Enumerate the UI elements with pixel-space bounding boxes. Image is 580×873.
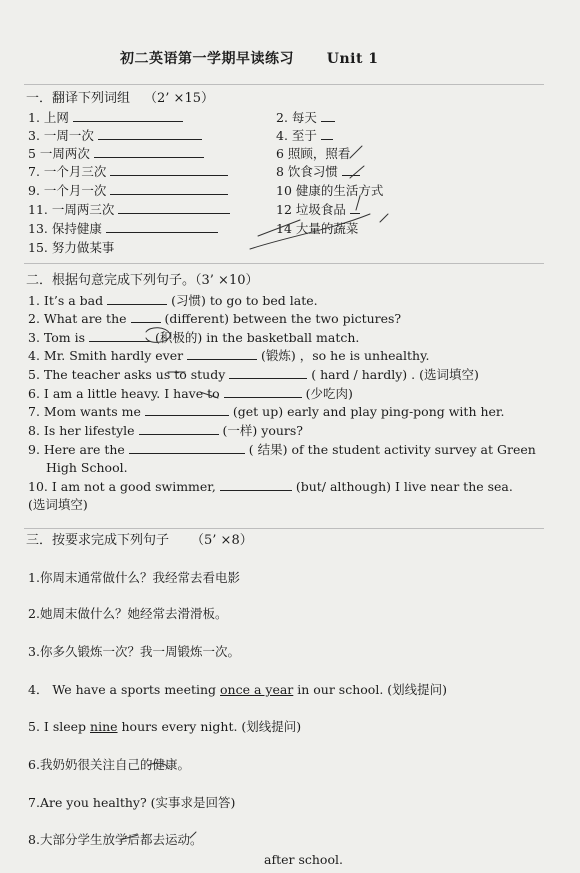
sentence-text: Mr. Smith hardly ever — [43, 348, 184, 363]
sentence-text: Mom wants me — [43, 404, 141, 419]
question-text: I sleep — [39, 719, 91, 734]
question-item — [28, 795, 235, 810]
phrase-item — [276, 202, 360, 217]
phrase-item — [28, 240, 114, 255]
question-text: Are you healthy? (实事求是回答) — [39, 795, 236, 810]
phrase-text: 健康的生活方式 — [291, 183, 384, 198]
answer-blank[interactable] — [89, 330, 151, 342]
phrase-text: 一周一次 — [39, 128, 94, 143]
section3-score: （5’ ×8） — [191, 533, 253, 548]
question-item — [28, 682, 447, 697]
sentence-item — [28, 311, 401, 326]
phrase-item — [28, 183, 228, 198]
sentence-item — [28, 367, 479, 382]
page-title — [120, 52, 379, 67]
phrase-text: 一个月一次 — [39, 183, 107, 198]
section3-heading — [26, 533, 253, 548]
sentence-text: . (选词填空) — [407, 367, 479, 382]
phrase-item — [28, 128, 202, 143]
phrase-text: 一周两三次 — [47, 202, 115, 217]
answer-blank[interactable] — [139, 423, 219, 435]
item-number: 6. — [28, 386, 44, 401]
item-number: 5 — [28, 146, 36, 161]
question-text: in our school. (划线提问) — [293, 682, 448, 697]
item-number: 8. — [28, 423, 44, 438]
underlined-phrase: once a year — [220, 682, 294, 697]
question-item — [28, 757, 190, 772]
sentence-item — [28, 293, 318, 308]
answer-blank[interactable] — [342, 164, 360, 176]
answer-blank[interactable] — [107, 293, 167, 305]
phrase-text: 垃圾食品 — [291, 202, 346, 217]
sentence-item — [28, 330, 359, 345]
sentence-text: The teacher asks us to study — [43, 367, 226, 382]
phrase-item — [28, 110, 183, 125]
sentence-text: Tom is — [43, 330, 86, 345]
item-number: 7. — [28, 795, 40, 810]
answer-blank[interactable] — [94, 146, 204, 158]
sentence-item — [28, 386, 353, 401]
phrase-item — [276, 128, 333, 143]
phrase-text: 保持健康 — [47, 221, 102, 236]
sentence-text: yours? — [257, 423, 303, 438]
sentence-item — [28, 404, 505, 419]
sentence-text: It’s a bad — [43, 293, 104, 308]
sentence-item — [28, 479, 513, 494]
sentence-text: of the student activity survey at Green — [287, 442, 536, 457]
question-text: We have a sports meeting — [48, 682, 221, 697]
answer-blank[interactable] — [131, 311, 161, 323]
answer-blank[interactable] — [110, 183, 228, 195]
question-text: 她周末做什么？她经常去滑滑板。 — [39, 606, 228, 621]
question-item — [28, 719, 301, 734]
phrase-text: 一周两次 — [35, 146, 90, 161]
item-number: 3. — [28, 644, 40, 659]
section1-heading-text: 一．翻译下列词组 — [26, 91, 131, 106]
word-hint: (一样) — [222, 423, 258, 438]
phrase-item — [276, 146, 350, 161]
sentence-text: I am a little heavy. I have to — [43, 386, 220, 401]
phrase-item — [28, 221, 218, 236]
item-number: 4. — [28, 348, 44, 363]
answer-blank[interactable] — [187, 348, 257, 360]
section2-heading-text: 二．根据句意完成下列句子。 — [26, 273, 196, 288]
item-number: 8. — [28, 832, 40, 847]
question-item — [28, 606, 227, 621]
answer-blank[interactable] — [118, 202, 230, 214]
item-number: 9. — [28, 183, 40, 198]
item-number: 13. — [28, 221, 48, 236]
item-number: 2. — [28, 606, 40, 621]
phrase-text: 每天 — [287, 110, 317, 125]
worksheet-title: 初二英语第一学期早读练习 — [120, 51, 294, 67]
phrase-text: 努力做某事 — [47, 240, 115, 255]
answer-blank[interactable] — [106, 221, 218, 233]
item-number: 1. — [28, 110, 40, 125]
question-text: 你周末通常做什么？我经常去看电影 — [39, 570, 240, 585]
sentence-text: Here are the — [43, 442, 125, 457]
section1-score: （2’ ×15） — [144, 91, 214, 106]
question-text: 你多久锻炼一次？我一周锻炼一次。 — [39, 644, 240, 659]
answer-blank[interactable] — [145, 404, 229, 416]
phrase-text: 至于 — [287, 128, 317, 143]
phrase-text: 一个月三次 — [39, 164, 107, 179]
sentence-text: (选词填空) — [28, 497, 88, 512]
phrase-item — [28, 146, 204, 161]
section1-heading — [26, 91, 214, 106]
sentence-text: What are the — [43, 311, 127, 326]
item-number: 10. — [28, 479, 52, 494]
question-text: 我奶奶很关注自己的健康。 — [39, 757, 190, 772]
phrase-item — [276, 183, 383, 198]
item-number: 5. — [28, 719, 40, 734]
sentence-text: in the basketball match. — [202, 330, 360, 345]
sentence-text: ，so he is unhealthy. — [295, 348, 430, 363]
word-hint: (少吃肉) — [305, 386, 353, 401]
item-number: 1. — [28, 570, 40, 585]
word-hint: (习惯) — [171, 293, 206, 308]
answer-blank[interactable] — [350, 202, 360, 214]
sentence-item — [28, 348, 429, 363]
answer-blank[interactable] — [321, 128, 333, 140]
unit-label: Unit 1 — [326, 51, 379, 67]
answer-blank[interactable] — [110, 164, 228, 176]
item-number: 7. — [28, 164, 40, 179]
item-number: 1. — [28, 293, 44, 308]
item-number: 3. — [28, 330, 44, 345]
answer-blank[interactable] — [73, 110, 183, 122]
item-number: 2. — [28, 311, 44, 326]
section2-score: （3’ ×10） — [195, 273, 259, 288]
phrase-item — [28, 164, 228, 179]
sentence-text: I am not a good swimmer, — [51, 479, 216, 494]
answer-blank[interactable] — [224, 386, 302, 398]
phrase-item — [28, 202, 230, 217]
divider — [24, 84, 544, 85]
sentence-text: I live near the sea. — [391, 479, 513, 494]
answer-blank[interactable] — [321, 110, 335, 122]
question-item — [28, 832, 202, 847]
sentence-item — [28, 423, 303, 438]
sentence-text: between the two pictures? — [228, 311, 402, 326]
sentence-text: Is her lifestyle — [43, 423, 135, 438]
item-number: 6. — [28, 757, 40, 772]
phrase-item — [276, 110, 335, 125]
answer-blank[interactable] — [220, 479, 292, 491]
item-number: 5. — [28, 367, 44, 382]
answer-blank[interactable] — [98, 128, 202, 140]
word-hint: (different) — [164, 311, 229, 326]
question-item — [28, 644, 240, 659]
item-number: 2. — [276, 110, 288, 125]
word-hint: (get up) — [232, 404, 284, 419]
divider — [24, 263, 544, 264]
section3-tail: after school. — [264, 852, 343, 867]
sentence-item — [28, 442, 536, 457]
word-hint: (锻炼) — [261, 348, 296, 363]
item-number: 12 — [276, 202, 292, 217]
word-hint: (but/ although) — [295, 479, 392, 494]
phrase-item — [276, 164, 360, 179]
item-number: 14 — [276, 221, 292, 236]
question-text: hours every night. (划线提问) — [117, 719, 302, 734]
item-number: 9. — [28, 442, 44, 457]
item-number: 15. — [28, 240, 48, 255]
phrase-text: 上网 — [39, 110, 69, 125]
item-number: 4． — [28, 682, 49, 697]
sentence-text: High School. — [46, 460, 128, 475]
question-text: 大部分学生放学后都去运动。 — [39, 832, 203, 847]
section3-heading-text: 三．按要求完成下列句子 — [26, 533, 170, 548]
word-hint: ( 结果) — [248, 442, 288, 457]
phrase-text: 大量的蔬菜 — [291, 221, 359, 236]
question-item — [28, 570, 240, 585]
item-number: 3. — [28, 128, 40, 143]
item-number: 4. — [276, 128, 288, 143]
phrase-text: 照顾，照看 — [283, 146, 351, 161]
item-number: 11. — [28, 202, 48, 217]
word-hint: ( hard / hardly) — [311, 367, 408, 382]
item-number: 8 — [276, 164, 284, 179]
answer-blank[interactable] — [229, 367, 307, 379]
sentence-text: to go to bed late. — [205, 293, 318, 308]
item-number: 10 — [276, 183, 292, 198]
sentence-item — [46, 460, 128, 475]
word-hint: (积极的) — [155, 330, 203, 345]
phrase-item — [276, 221, 358, 236]
sentence-item — [28, 497, 88, 512]
answer-blank[interactable] — [129, 442, 245, 454]
section2-heading — [26, 273, 259, 288]
phrase-text: 饮食习惯 — [283, 164, 338, 179]
item-number: 7. — [28, 404, 44, 419]
item-number: 6 — [276, 146, 284, 161]
sentence-text: early and play ping-pong with her. — [283, 404, 505, 419]
underlined-phrase: nine — [90, 719, 118, 734]
divider — [24, 528, 544, 529]
